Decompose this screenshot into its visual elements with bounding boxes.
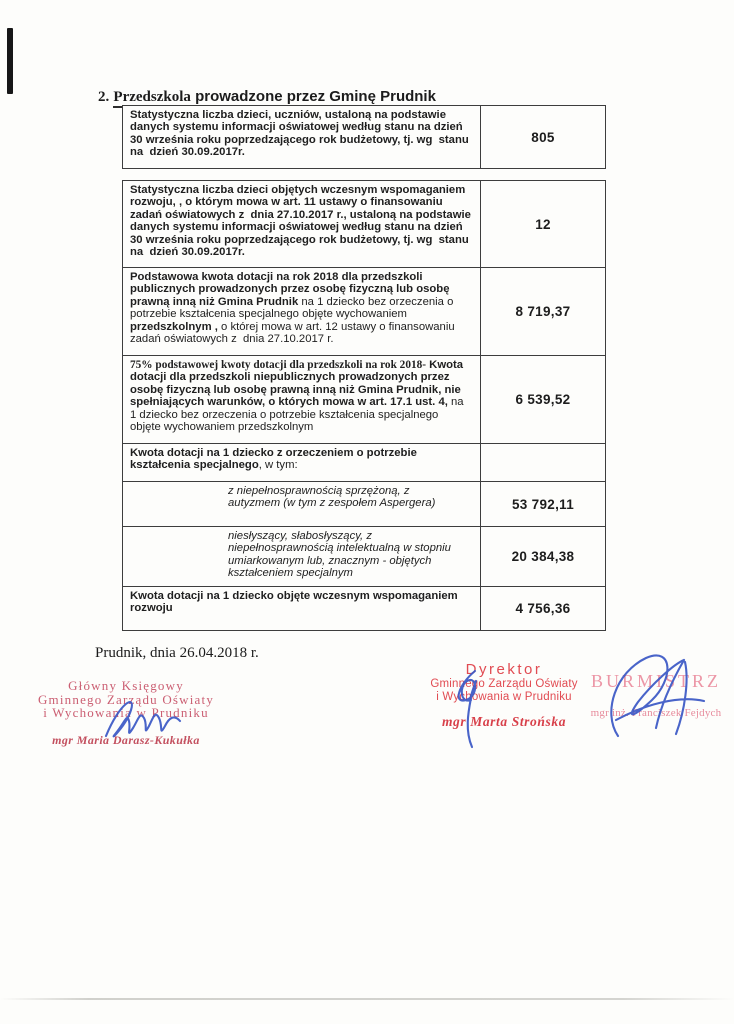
section-heading xyxy=(98,88,436,106)
label-segment: Kwota dotacji dla przedszkoli niepublicznych prowadzonych przez osobę fizyczną lub osobę prawną inną niż Gmina Prudnik, nie spełniających warunków, o których mowa w art. 17.1 ust. 4, xyxy=(130,359,467,409)
table-row xyxy=(123,181,605,268)
label-segment: Kwota dotacji na 1 dziecko z orzeczeniem o potrzebie kształcenia specjalnego xyxy=(130,447,421,472)
row-label: niesłyszący, słabosłyszący, z niepełnosprawnością intelektualną w stopniu umiarkowanym lub, znacznym - objętych kształceniem specjalnym xyxy=(123,527,481,586)
accountant-signature xyxy=(92,692,192,752)
row-value: 8 719,37 xyxy=(515,304,571,319)
label-segment: 75% podstawowej kwoty dotacji dla przedszkoli na rok 2018- xyxy=(130,359,427,371)
section-number: 2. xyxy=(98,89,110,105)
stamp-line: i Wychowania w Prudniku xyxy=(43,705,209,721)
director-signature xyxy=(436,667,506,749)
table-row xyxy=(123,482,605,527)
table-row xyxy=(123,356,605,444)
stamp-name: mgr inż. Franciszek Fejdych xyxy=(590,707,722,719)
label-segment: na 1 dziecko bez orzeczenia o potrzebie kształcenia specjalnego objęte wychowaniem xyxy=(130,295,457,321)
stamp-name: mgr Maria Darasz-Kukułka xyxy=(52,732,200,747)
scan-edge-artifact xyxy=(7,28,13,94)
row-label xyxy=(123,268,481,355)
stamp-line: Gminnego Zarządu Oświaty xyxy=(430,678,578,691)
row-value: 53 792,11 xyxy=(511,496,574,512)
label-segment: przedszkolnym , xyxy=(130,320,218,333)
grants-table xyxy=(122,180,606,631)
table-row xyxy=(123,587,605,630)
row-value: 6 539,52 xyxy=(515,392,571,407)
table-row xyxy=(123,527,605,587)
table-row xyxy=(123,268,605,356)
row-value: 20 384,38 xyxy=(511,549,575,564)
date-line: Prudnik, dnia 26.04.2018 r. xyxy=(95,645,259,661)
label-segment: Podstawowa kwota dotacji na rok 2018 dla przedszkoli publicznych prowadzonych przez osobę fizyczną lub osobę prawną inną niż Gmina Prudnik xyxy=(130,271,453,308)
mayor-signature xyxy=(588,648,718,748)
row-value xyxy=(481,444,605,481)
table-row xyxy=(123,444,605,482)
section-title-sans: prowadzone przez Gminę Prudnik xyxy=(195,88,436,105)
row-label xyxy=(123,444,481,481)
stamp-line: Gminnego Zarządu Oświaty xyxy=(37,691,215,707)
row-value: 805 xyxy=(531,129,555,145)
row-value: 4 756,36 xyxy=(515,601,571,616)
table-row xyxy=(123,106,605,168)
stamp-title: BURMISTRZ xyxy=(590,671,722,691)
statistics-table-top xyxy=(122,105,606,169)
scan-fold-line xyxy=(0,998,734,1000)
section-title-serif: Przedszkola xyxy=(113,89,191,105)
stamp-line: i Wychowania w Prudniku xyxy=(436,691,572,704)
row-label: Statystyczna liczba dzieci, uczniów, ustaloną na podstawie danych systemu informacji oświatowej według stanu na dzień 30 września roku poprzedzającego rok budżetowy, tj. wg stanu na dzień 30.09.2017r. xyxy=(123,106,481,168)
row-label xyxy=(123,356,481,443)
stamp-title: Główny Księgowy xyxy=(68,678,184,693)
label-segment: , w tym: xyxy=(258,459,298,472)
row-value: 12 xyxy=(535,216,551,232)
row-label: z niepełnosprawnością sprzężoną, z autyzmem (w tym z zespołem Aspergera) xyxy=(123,482,481,526)
stamp-title: Dyrektor xyxy=(465,661,543,678)
row-label: Kwota dotacji na 1 dziecko objęte wczesnym wspomaganiem rozwoju xyxy=(123,587,481,630)
stamp-name: mgr Marta Strońska xyxy=(441,714,567,729)
label-segment: o której mowa w art. 12 ustawy o finansowaniu zadań oświatowych z dnia 27.10.2017 r. xyxy=(130,320,458,346)
label-segment: na 1 dziecko bez orzeczenia o potrzebie kształcenia specjalnego objęte wychowaniem przedszkolnym xyxy=(130,396,467,434)
row-label: Statystyczna liczba dzieci objętych wczesnym wspomaganiem rozwoju, , o którym mowa w art. 11 ustawy o finansowaniu zadań oświatowych z dnia 27.10.2017 r., ustaloną na podstawie danych systemu informacji oświatowej według stanu na dzień 30 września roku poprzedzającego rok budżetowy, tj. wg stanu na dzień 30.09.2017r. xyxy=(123,181,481,267)
